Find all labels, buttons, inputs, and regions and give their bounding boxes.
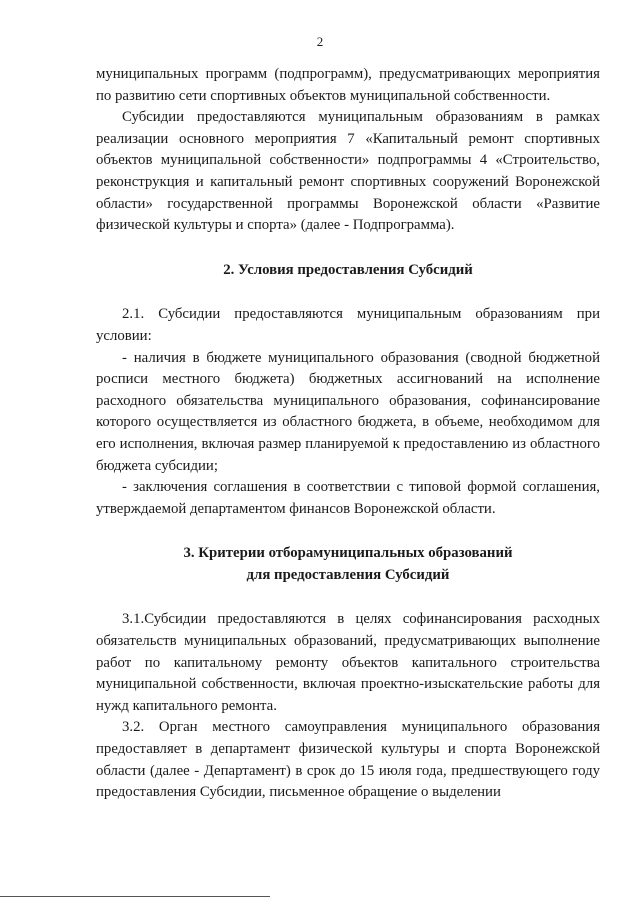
section-3-2-paragraph: 3.2. Орган местного самоуправления муниципального образования предоставляет в департамент физической культуры и спорта Воронежской области (далее - Департамент) в срок до 15 июля года, предшествующего году предоставления Субсидии, письменное обращение о выделении [96,719,600,801]
section-2-heading: 2. Условия предоставления Субсидий [223,261,473,278]
section-2-condition-budget: - наличия в бюджете муниципального образования (сводной бюджетной росписи местного бюджета) бюджетных ассигнований на исполнение расходного обязательства муниципального образования, софинансирование которого осуществляется из областного бюджета, в объеме, необходимом для его исполнения, включая размер планируемой к предоставлению из областного бюджета субсидии; [96,349,600,474]
section-2-condition-agreement: - заключения соглашения в соответствии с типовой формой соглашения, утверждаемой департаментом финансов Воронежской области. [96,479,600,517]
bottom-rule [0,896,270,897]
document-body [96,64,600,804]
intro-paragraph-continued: муниципальных программ (подпрограмм), предусматривающих мероприятия по развитию сети спортивных объектов муниципальной собственности. [96,66,600,104]
section-3-heading-line2: для предоставления Субсидий [246,566,450,583]
intro-paragraph-subsidies: Субсидии предоставляются муниципальным образованиям в рамках реализации основного мероприятия 7 «Капитальный ремонт спортивных объектов муниципальной собственности» подпрограммы 4 «Строительство, реконструкция и капитальный ремонт спортивных сооружений Воронежской области» государственной программы Воронежской области «Развитие физической культуры и спорта» (далее - Подпрограмма). [96,109,600,234]
page-number: 2 [316,34,324,49]
section-3-1-paragraph: 3.1.Субсидии предоставляются в целях софинансирования расходных обязательств муниципальных образований, предусматривающих выполнение работ по капитальному ремонту объектов капитального строительства муниципальной собственности, включая проектно-изыскательские работы для нужд капитального ремонта. [96,611,600,714]
section-3-heading-line1: 3. Критерии отборамуниципальных образований [183,545,513,562]
section-2-1-paragraph: 2.1. Субсидии предоставляются муниципальным образованиям при условии: [96,306,600,344]
